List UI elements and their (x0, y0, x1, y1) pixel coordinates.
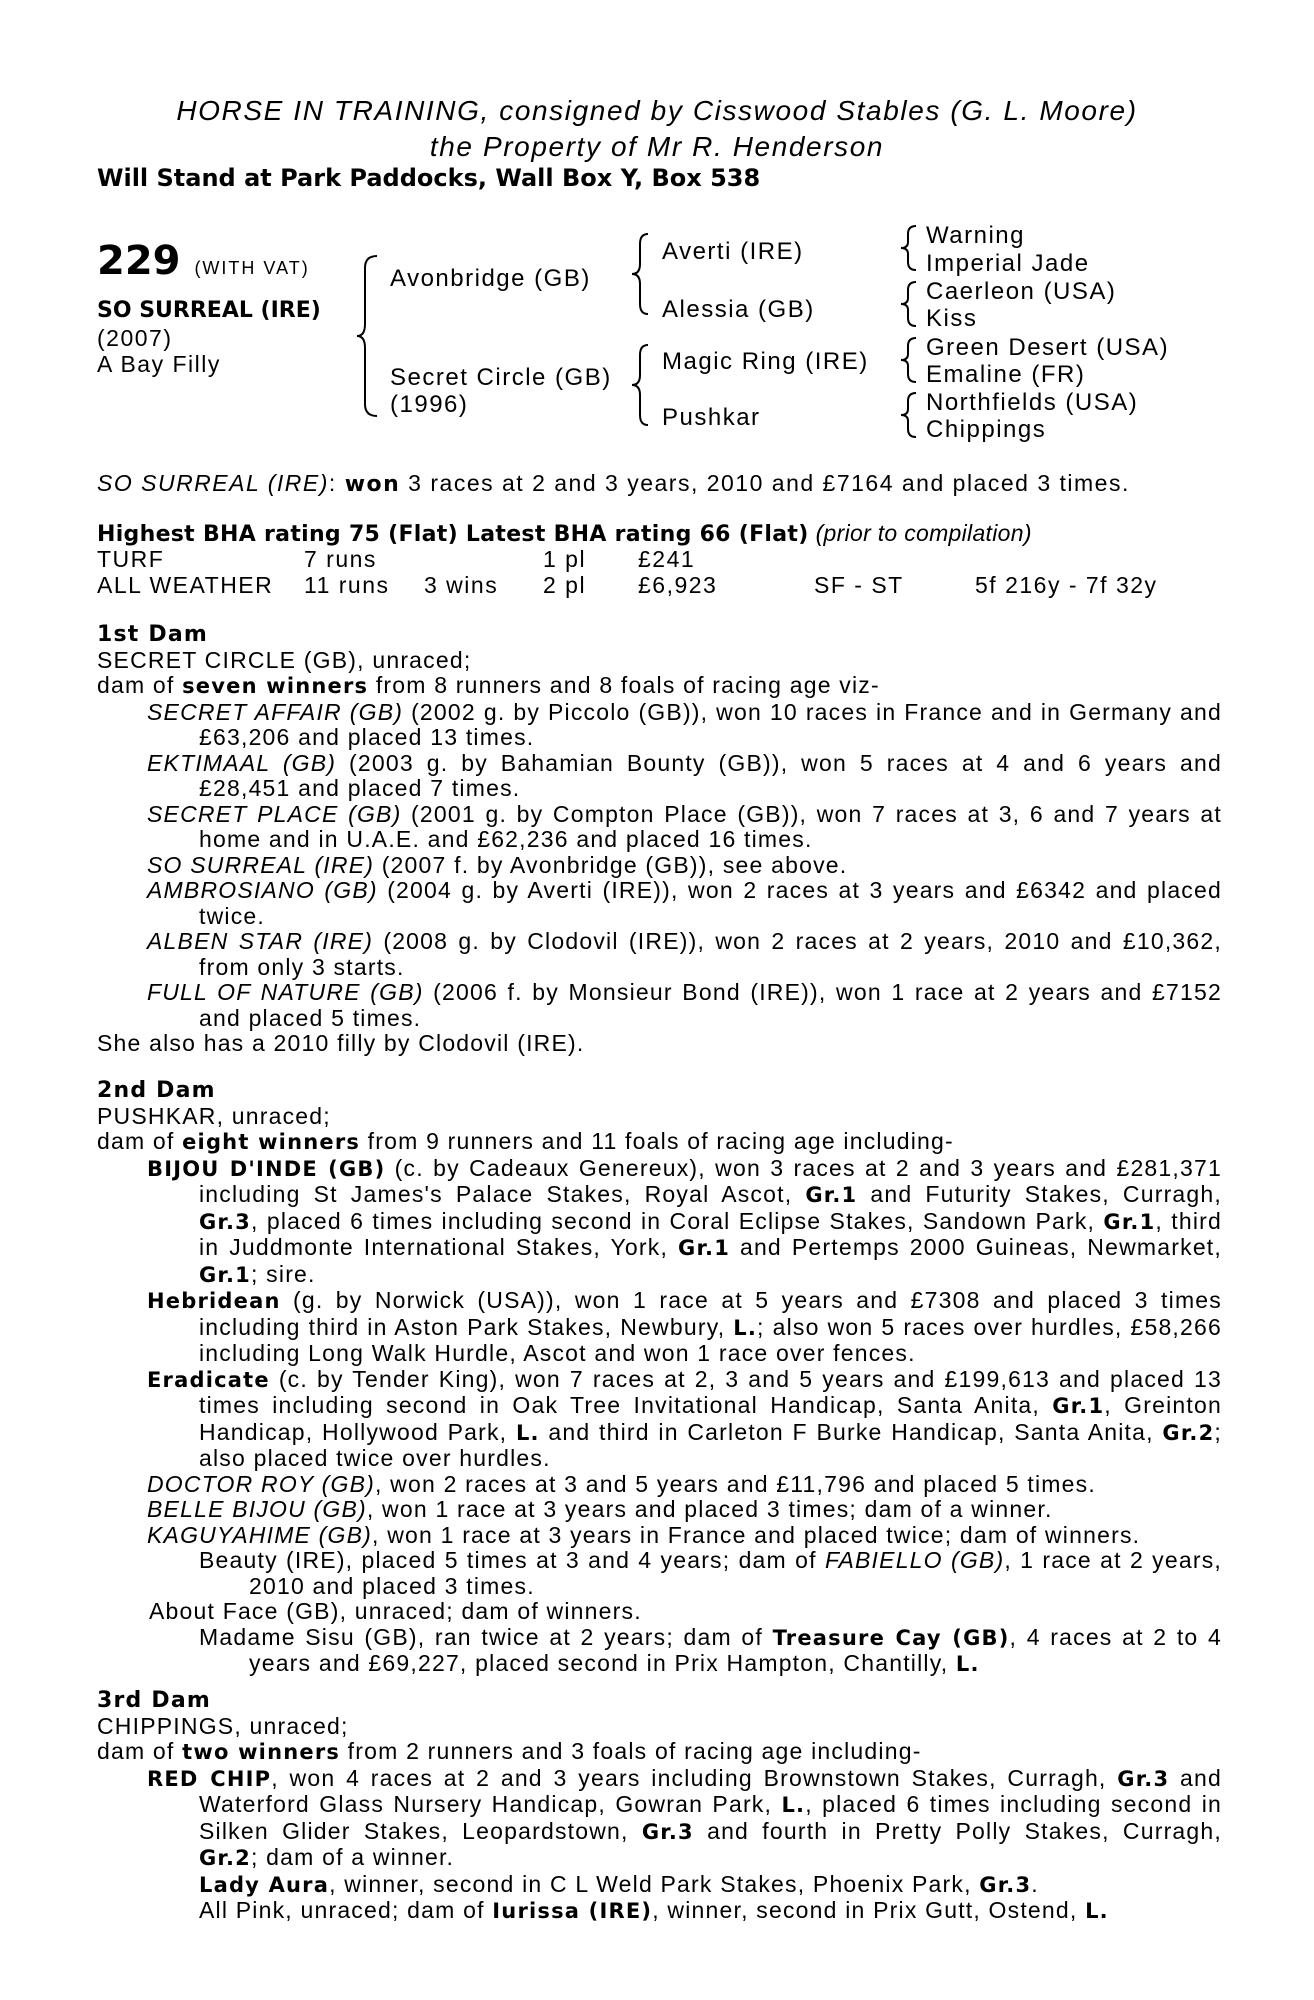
produce-name: FABIELLO (GB) (824, 1547, 1005, 1573)
produce-name: DOCTOR ROY (GB) (147, 1470, 375, 1497)
text: , Greinton Handicap, Hollywood Park, (199, 1392, 1222, 1445)
vat-note: (WITH VAT) (194, 258, 310, 278)
grade: Gr.3 (641, 1819, 694, 1844)
sire-dam: Alessia (GB) (662, 296, 815, 323)
text: ; also placed twice over hurdles. (199, 1418, 1222, 1471)
produce-beauty (97, 1548, 1222, 1599)
ancestor-imperial-jade: Imperial Jade (926, 250, 1090, 277)
text: ; dam of a winner. (251, 1844, 455, 1870)
ancestor-green-desert: Green Desert (USA) (926, 334, 1170, 361)
text: dam of (97, 1738, 183, 1764)
text: , placed 6 times including second in Silken Glider Stakes, Leopardstown, (199, 1791, 1222, 1844)
text: dam of (97, 1128, 183, 1154)
pedigree-brace-g2 (898, 280, 922, 328)
grade: Gr.2 (199, 1846, 251, 1870)
winners-count: two winners (182, 1740, 341, 1764)
text: and fourth in Pretty Polly Stakes, Curragh, (693, 1817, 1222, 1844)
first-dam-title: 1st Dam (97, 622, 209, 647)
record-money-turf: £241 (638, 546, 696, 572)
text: , winner, second in C L Weld Park Stakes, Phoenix Park, (329, 1870, 980, 1897)
text: from 2 runners and 3 foals of racing age including- (340, 1738, 922, 1764)
text: dam of (97, 672, 183, 698)
produce-name: FULL OF NATURE (GB) (147, 979, 424, 1005)
first-dam-produce-summary (97, 673, 1222, 700)
produce-eradicate (97, 1367, 1222, 1472)
produce-bijou-dinde (97, 1156, 1222, 1289)
produce-name: Treasure Cay (GB) (772, 1625, 1010, 1650)
text: , won 1 race at 3 years in France and placed twice; dam of winners. (372, 1521, 1141, 1548)
produce-name: Hebridean (147, 1289, 281, 1313)
produce-full-of-nature (97, 980, 1222, 1031)
produce-about-face: About Face (GB), unraced; dam of winners. (149, 1598, 642, 1624)
grade: L. (955, 1652, 980, 1676)
grade: Gr.1 (1103, 1209, 1156, 1234)
produce-belle-bijou (97, 1497, 1222, 1523)
produce-name: BIJOU D'INDE (GB) (147, 1156, 386, 1181)
produce-name: SECRET AFFAIR (GB) (147, 698, 404, 725)
lot-number (97, 238, 310, 284)
text: , winner, second in Prix Gutt, Ostend, (652, 1897, 1086, 1923)
produce-secret-place (97, 802, 1222, 853)
rating-note: (prior to compilation) (815, 520, 1032, 546)
text: ; sire. (251, 1260, 316, 1287)
sire-sire: Averti (IRE) (662, 238, 804, 265)
record-runs-aw: 11 runs (304, 572, 390, 598)
produce-red-chip (97, 1766, 1222, 1872)
ancestor-chippings: Chippings (926, 416, 1047, 443)
text: from 9 runners and 11 foals of racing age including- (360, 1128, 954, 1154)
produce-details: (2007 f. by Avonbridge (GB)), see above. (374, 851, 848, 878)
pedigree-brace-dam (628, 343, 658, 428)
produce-name: KAGUYAHIME (GB) (147, 1521, 373, 1548)
third-dam-produce-summary (97, 1739, 1222, 1766)
grade: Gr.3 (1117, 1766, 1170, 1791)
ancestor-kiss: Kiss (926, 305, 978, 332)
record-code-aw: SF - ST (814, 572, 904, 598)
produce-name: SECRET PLACE (GB) (147, 800, 402, 827)
produce-secret-affair (97, 700, 1222, 751)
third-dam-section (97, 1688, 1222, 1925)
produce-details: (2001 g. by Compton Place (GB)), won 7 races at 3, 6 and 7 years at home and in U.A.E. and £62,236 and placed 16 times. (199, 800, 1222, 852)
text: and third in Carleton F Burke Handicap, Santa Anita, (539, 1418, 1163, 1445)
produce-madame-sisu (97, 1625, 1222, 1678)
summary-text: 3 races at 2 and 3 years, 2010 and £7164 and placed 3 times. (400, 470, 1130, 496)
text: Beauty (IRE), placed 5 times at 3 and 4 years; dam of (199, 1547, 825, 1573)
produce-name: Eradicate (147, 1367, 270, 1392)
produce-alben-star (97, 929, 1222, 980)
pedigree-brace-g1 (898, 224, 922, 272)
text: , won 2 races at 3 and 5 years and £11,796 and placed 5 times. (375, 1470, 1096, 1497)
text: . (1031, 1870, 1039, 1897)
grade: Gr.1 (805, 1183, 858, 1207)
bha-rating (97, 520, 1032, 548)
produce-hebridean (97, 1288, 1222, 1367)
consignor-line: HORSE IN TRAINING, consigned by Cisswood Stables (G. L. Moore) (176, 95, 1138, 126)
text: , 1 race at 2 years, 2010 and placed 3 times. (249, 1547, 1222, 1599)
text: (c. by Cadeaux Genereux), won 3 races at 2 and 3 years and £281,371 including St James's Palace Stakes, Royal Ascot, (199, 1154, 1222, 1207)
summary-won: won (344, 472, 401, 497)
produce-details: (2004 g. by Averti (IRE)), won 2 races at 3 years and £6342 and placed twice. (199, 877, 1222, 929)
record-money-aw: £6,923 (638, 572, 718, 598)
produce-all-pink (97, 1898, 1222, 1925)
ancestor-northfields: Northfields (USA) (926, 389, 1139, 416)
grade: Gr.1 (1052, 1394, 1105, 1418)
second-dam-section (97, 1078, 1222, 1678)
record-surface-aw: ALL WEATHER (97, 572, 274, 598)
second-dam-produce-summary (97, 1129, 1222, 1156)
record-places-aw: 2 pl (543, 572, 587, 598)
text: , placed 6 times including second in Coral Eclipse Stakes, Sandown Park, (251, 1207, 1104, 1234)
produce-details: (2002 g. by Piccolo (GB)), won 10 races in France and in Germany and £63,206 and placed 13 times. (199, 698, 1222, 750)
text: and Futurity Stakes, Curragh, (857, 1181, 1222, 1207)
horse-year: (2007) (97, 325, 173, 351)
record-distance-aw: 5f 216y - 7f 32y (975, 572, 1158, 598)
produce-doctor-roy (97, 1472, 1222, 1498)
text: , won 4 races at 2 and 3 years including Brownstown Stakes, Curragh, (271, 1764, 1118, 1791)
text: , third in Juddmonte International Stakes, York, (199, 1207, 1222, 1260)
sire: Avonbridge (GB) (390, 265, 591, 292)
grade: Gr.1 (199, 1262, 251, 1287)
produce-name: Iurissa (IRE) (492, 1899, 653, 1923)
ancestor-caerleon: Caerleon (USA) (926, 278, 1117, 305)
third-dam-name: CHIPPINGS, unraced; (97, 1712, 349, 1739)
produce-name: Lady Aura (199, 1872, 330, 1897)
second-dam-title: 2nd Dam (97, 1078, 216, 1103)
grade: Gr.2 (1162, 1420, 1215, 1445)
dam-year: (1996) (390, 391, 469, 418)
summary-horse-name: SO SURREAL (IRE) (97, 470, 329, 496)
property-line: the Property of Mr R. Henderson (429, 131, 885, 162)
produce-name: BELLE BIJOU (GB) (147, 1496, 367, 1522)
grade: L. (781, 1793, 806, 1817)
produce-ambrosiano (97, 878, 1222, 929)
dam-dam: Pushkar (662, 404, 761, 431)
text: and Pertemps 2000 Guineas, Newmarket, (730, 1234, 1222, 1260)
third-dam-title: 3rd Dam (97, 1688, 211, 1713)
text: and Waterford Glass Nursery Handicap, Gowran Park, (199, 1764, 1222, 1817)
rating-bold: Highest BHA rating 75 (Flat) Latest BHA rating 66 (Flat) (97, 522, 809, 547)
first-dam-name: SECRET CIRCLE (GB), unraced; (97, 646, 472, 673)
text: from 8 runners and 8 foals of racing age viz- (368, 672, 880, 698)
record-places-turf: 1 pl (543, 546, 587, 572)
race-summary: SO SURREAL (IRE): won 3 races at 2 and 3 years, 2010 and £7164 and placed 3 times. (97, 470, 1130, 497)
produce-so-surreal (97, 853, 1222, 879)
produce-name: AMBROSIANO (GB) (147, 877, 378, 903)
grade: L. (733, 1315, 758, 1340)
winners-count: eight winners (182, 1130, 361, 1154)
produce-name: EKTIMAAL (GB) (147, 749, 337, 776)
produce-details: (2003 g. by Bahamian Bounty (GB)), won 5 races at 4 and 6 years and £28,451 and placed 7 times. (199, 749, 1222, 801)
first-dam-note: She also has a 2010 filly by Clodovil (IRE). (97, 1030, 585, 1056)
stand-location: Will Stand at Park Paddocks, Wall Box Y, Box 538 (97, 164, 761, 192)
pedigree-brace-g3 (898, 336, 922, 384)
grade: L. (1085, 1899, 1109, 1923)
first-dam-section (97, 622, 1222, 1057)
text: (c. by Tender King), won 7 races at 2, 3 and 5 years and £199,613 and placed 13 times including second in Oak Tree Invitational Handicap, Santa Anita, (199, 1365, 1222, 1418)
dam: Secret Circle (GB) (390, 364, 612, 391)
horse-name: SO SURREAL (IRE) (97, 298, 321, 323)
second-dam-name: PUSHKAR, unraced; (97, 1102, 331, 1129)
winners-count: seven winners (182, 674, 369, 698)
text: (g. by Norwick (USA)), won 1 race at 5 years and £7308 and placed 3 times including third in Aston Park Stakes, Newbury, (199, 1287, 1222, 1340)
text: Madame Sisu (GB), ran twice at 2 years; dam of (199, 1623, 773, 1650)
produce-ektimaal (97, 751, 1222, 802)
lot-number-value: 229 (97, 238, 181, 284)
pedigree-brace-sire (628, 232, 658, 317)
text: All Pink, unraced; dam of (199, 1897, 493, 1923)
dam-sire: Magic Ring (IRE) (662, 348, 869, 375)
text: ; also won 5 races over hurdles, £58,266 including Long Walk Hurdle, Ascot and won 1 race over fences. (199, 1313, 1222, 1366)
grade: Gr.3 (199, 1209, 251, 1234)
ancestor-warning: Warning (926, 222, 1025, 249)
record-surface-turf: TURF (97, 546, 165, 572)
produce-details: (2008 g. by Clodovil (IRE)), won 2 races at 2 years, 2010 and £10,362, from only 3 starts. (199, 928, 1222, 980)
grade: Gr.3 (979, 1872, 1032, 1897)
grade: Gr.1 (678, 1236, 731, 1260)
pedigree-brace-main (355, 254, 385, 419)
record-wins-aw: 3 wins (424, 572, 499, 598)
produce-name: SO SURREAL (IRE) (147, 851, 375, 878)
text: , 4 races at 2 to 4 years and £69,227, placed second in Prix Hampton, Chantilly, (249, 1623, 1222, 1676)
ancestor-emaline: Emaline (FR) (926, 361, 1086, 388)
grade: L. (515, 1420, 540, 1445)
produce-details: (2006 f. by Monsieur Bond (IRE)), won 1 race at 2 years and £7152 and placed 5 times. (199, 979, 1222, 1031)
produce-name: ALBEN STAR (IRE) (147, 928, 374, 954)
produce-name: RED CHIP (147, 1766, 272, 1791)
produce-lady-aura (97, 1872, 1222, 1899)
horse-description: A Bay Filly (97, 351, 221, 377)
pedigree-brace-g4 (898, 391, 922, 439)
text: , won 1 race at 3 years and placed 3 times; dam of a winner. (366, 1496, 1053, 1522)
produce-kaguyahime (97, 1523, 1222, 1549)
record-runs-turf: 7 runs (304, 546, 377, 572)
